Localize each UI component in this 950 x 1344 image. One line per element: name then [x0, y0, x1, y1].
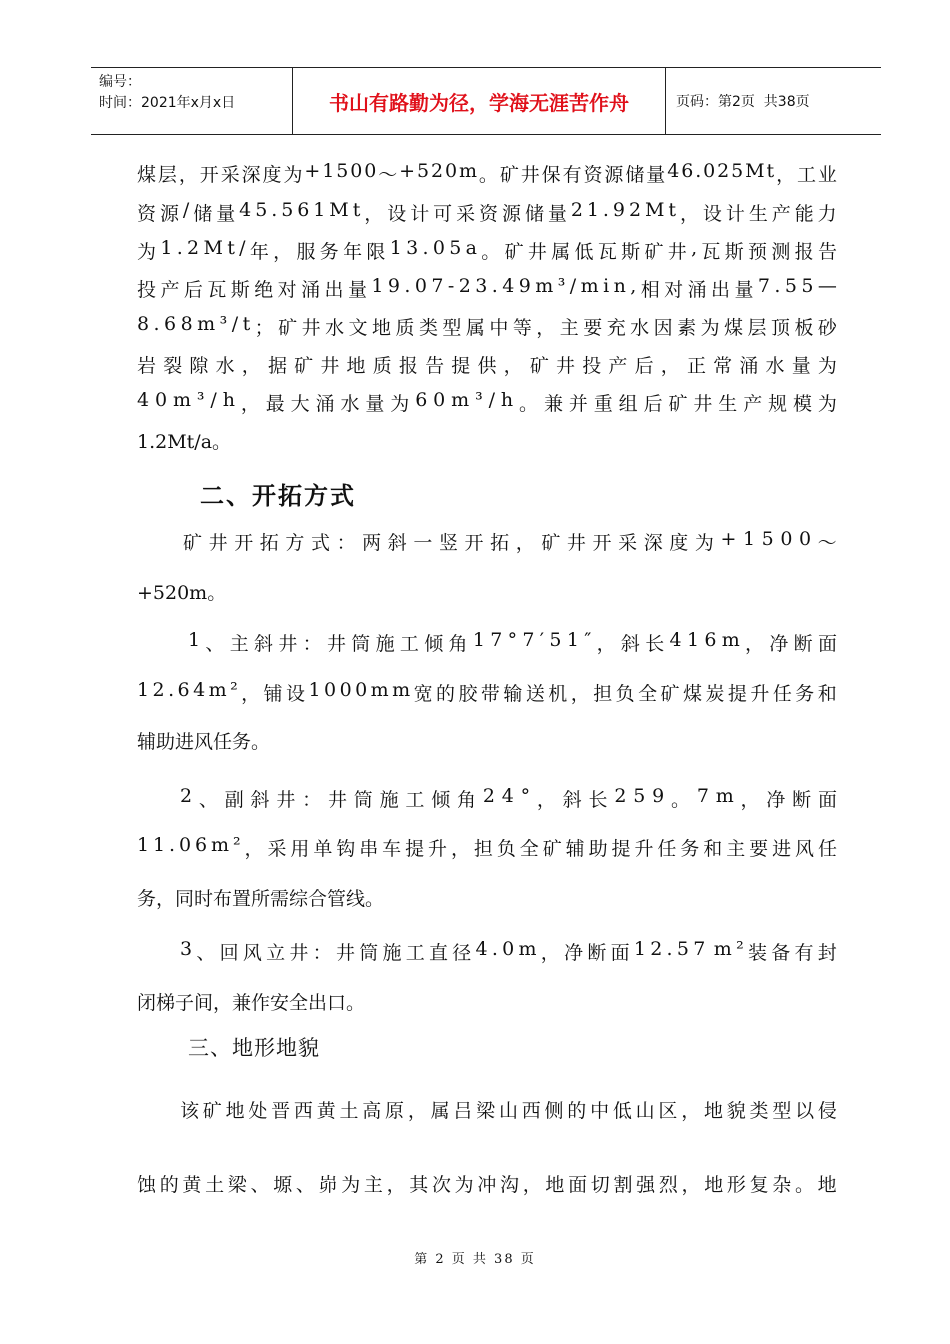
section-heading-2: 二、开拓方式 [200, 482, 356, 510]
section-heading-3: 三、地形地貌 [188, 1036, 320, 1060]
header-page-label: 页码：第2页 共38页 [676, 94, 810, 110]
paragraph-line: 资 源 / 储 量 4 5 . 5 6 1 M t ， 设 计 可 采 资 源 储 量 2 1 . 9 2 M t ， 设 计 生 产 能 力 [137, 199, 837, 225]
paragraph-line: 矿 井 开 拓 方 式 ： 两 斜 一 竖 开 拓 ， 矿 井 开 采 深 度 为 + 1 5 0 0 ～ [183, 528, 837, 554]
paragraph-line: +520m。 [137, 582, 227, 604]
paragraph-line: 蚀 的 黄 土 梁 、 塬 、 峁 为 主 ， 其 次 为 冲 沟 ， 地 面 切 割 强 烈 ， 地 形 复 杂 。 地 [137, 1174, 837, 1196]
document-number-label: 编号： [99, 74, 141, 90]
page-header [91, 67, 881, 135]
paragraph-line: 岩 裂 隙 水 ， 据 矿 井 地 质 报 告 提 供 ， 矿 井 投 产 后 ， 正 常 涌 水 量 为 [137, 355, 837, 377]
list-item-line: 务，同时布置所需综合管线。 [137, 888, 385, 910]
paragraph-line: 该 矿 地 处 晋 西 黄 土 高 原 ， 属 吕 梁 山 西 侧 的 中 低 山 区 ， 地 貌 类 型 以 侵 [180, 1100, 837, 1122]
header-motto: 书山有路勤为径，学海无涯苦作舟 [293, 68, 666, 134]
document-time-label: 时间：2021年x月x日 [99, 95, 236, 111]
list-item-line: 3 、 回 风 立 井 ： 井 筒 施 工 直 径 4 . 0 m ， 净 断 面 1 2 . 5 7 m ² 装 备 有 封 [180, 938, 837, 964]
list-item-line: 辅助进风任务。 [137, 731, 271, 753]
page-footer: 第 2 页 共 38 页 [414, 1252, 536, 1267]
header-left-cell [91, 68, 293, 134]
paragraph-line: 投 产 后 瓦 斯 绝 对 涌 出 量 1 9 . 0 7 - 2 3 . 4 9 m ³ / m i n , 相 对 涌 出 量 7 . 5 5 — [137, 275, 837, 301]
paragraph-line: 煤 层 ， 开 采 深 度 为 + 1 5 0 0 ～ + 5 2 0 m 。 矿 井 保 有 资 源 储 量 4 6 . 0 2 5 M t ， 工 业 [137, 160, 837, 186]
list-item-line: 闭梯子间，兼作安全出口。 [137, 992, 366, 1014]
header-page-cell [666, 68, 881, 134]
paragraph-line: 为 1 . 2 M t / 年 ， 服 务 年 限 1 3 . 0 5 a 。 矿 井 属 低 瓦 斯 矿 井 , 瓦 斯 预 测 报 告 [137, 237, 837, 263]
list-item-line: 1 、 主 斜 井 ： 井 筒 施 工 倾 角 1 7 ° 7 ′ 5 1 ″ ， 斜 长 4 1 6 m ， 净 断 面 [188, 629, 837, 655]
list-item-line: 1 1 . 0 6 m ² ， 采 用 单 钩 串 车 提 升 ， 担 负 全 矿 辅 助 提 升 任 务 和 主 要 进 风 任 [137, 834, 837, 860]
paragraph-line: 4 0 m ³ / h ， 最 大 涌 水 量 为 6 0 m ³ / h 。 兼 并 重 组 后 矿 井 生 产 规 模 为 [137, 389, 837, 415]
paragraph-line: 8 . 6 8 m ³ / t ； 矿 井 水 文 地 质 类 型 属 中 等 ， 主 要 充 水 因 素 为 煤 层 顶 板 砂 [137, 313, 837, 339]
list-item-line: 1 2 . 6 4 m ² ， 铺 设 1 0 0 0 m m 宽 的 胶 带 输 送 机 ， 担 负 全 矿 煤 炭 提 升 任 务 和 [137, 679, 837, 705]
paragraph-line: 1.2Mt/a。 [137, 431, 232, 453]
list-item-line: 2 、 副 斜 井 ： 井 筒 施 工 倾 角 2 4 ° ， 斜 长 2 5 9 。 7 m ， 净 断 面 [180, 785, 837, 811]
